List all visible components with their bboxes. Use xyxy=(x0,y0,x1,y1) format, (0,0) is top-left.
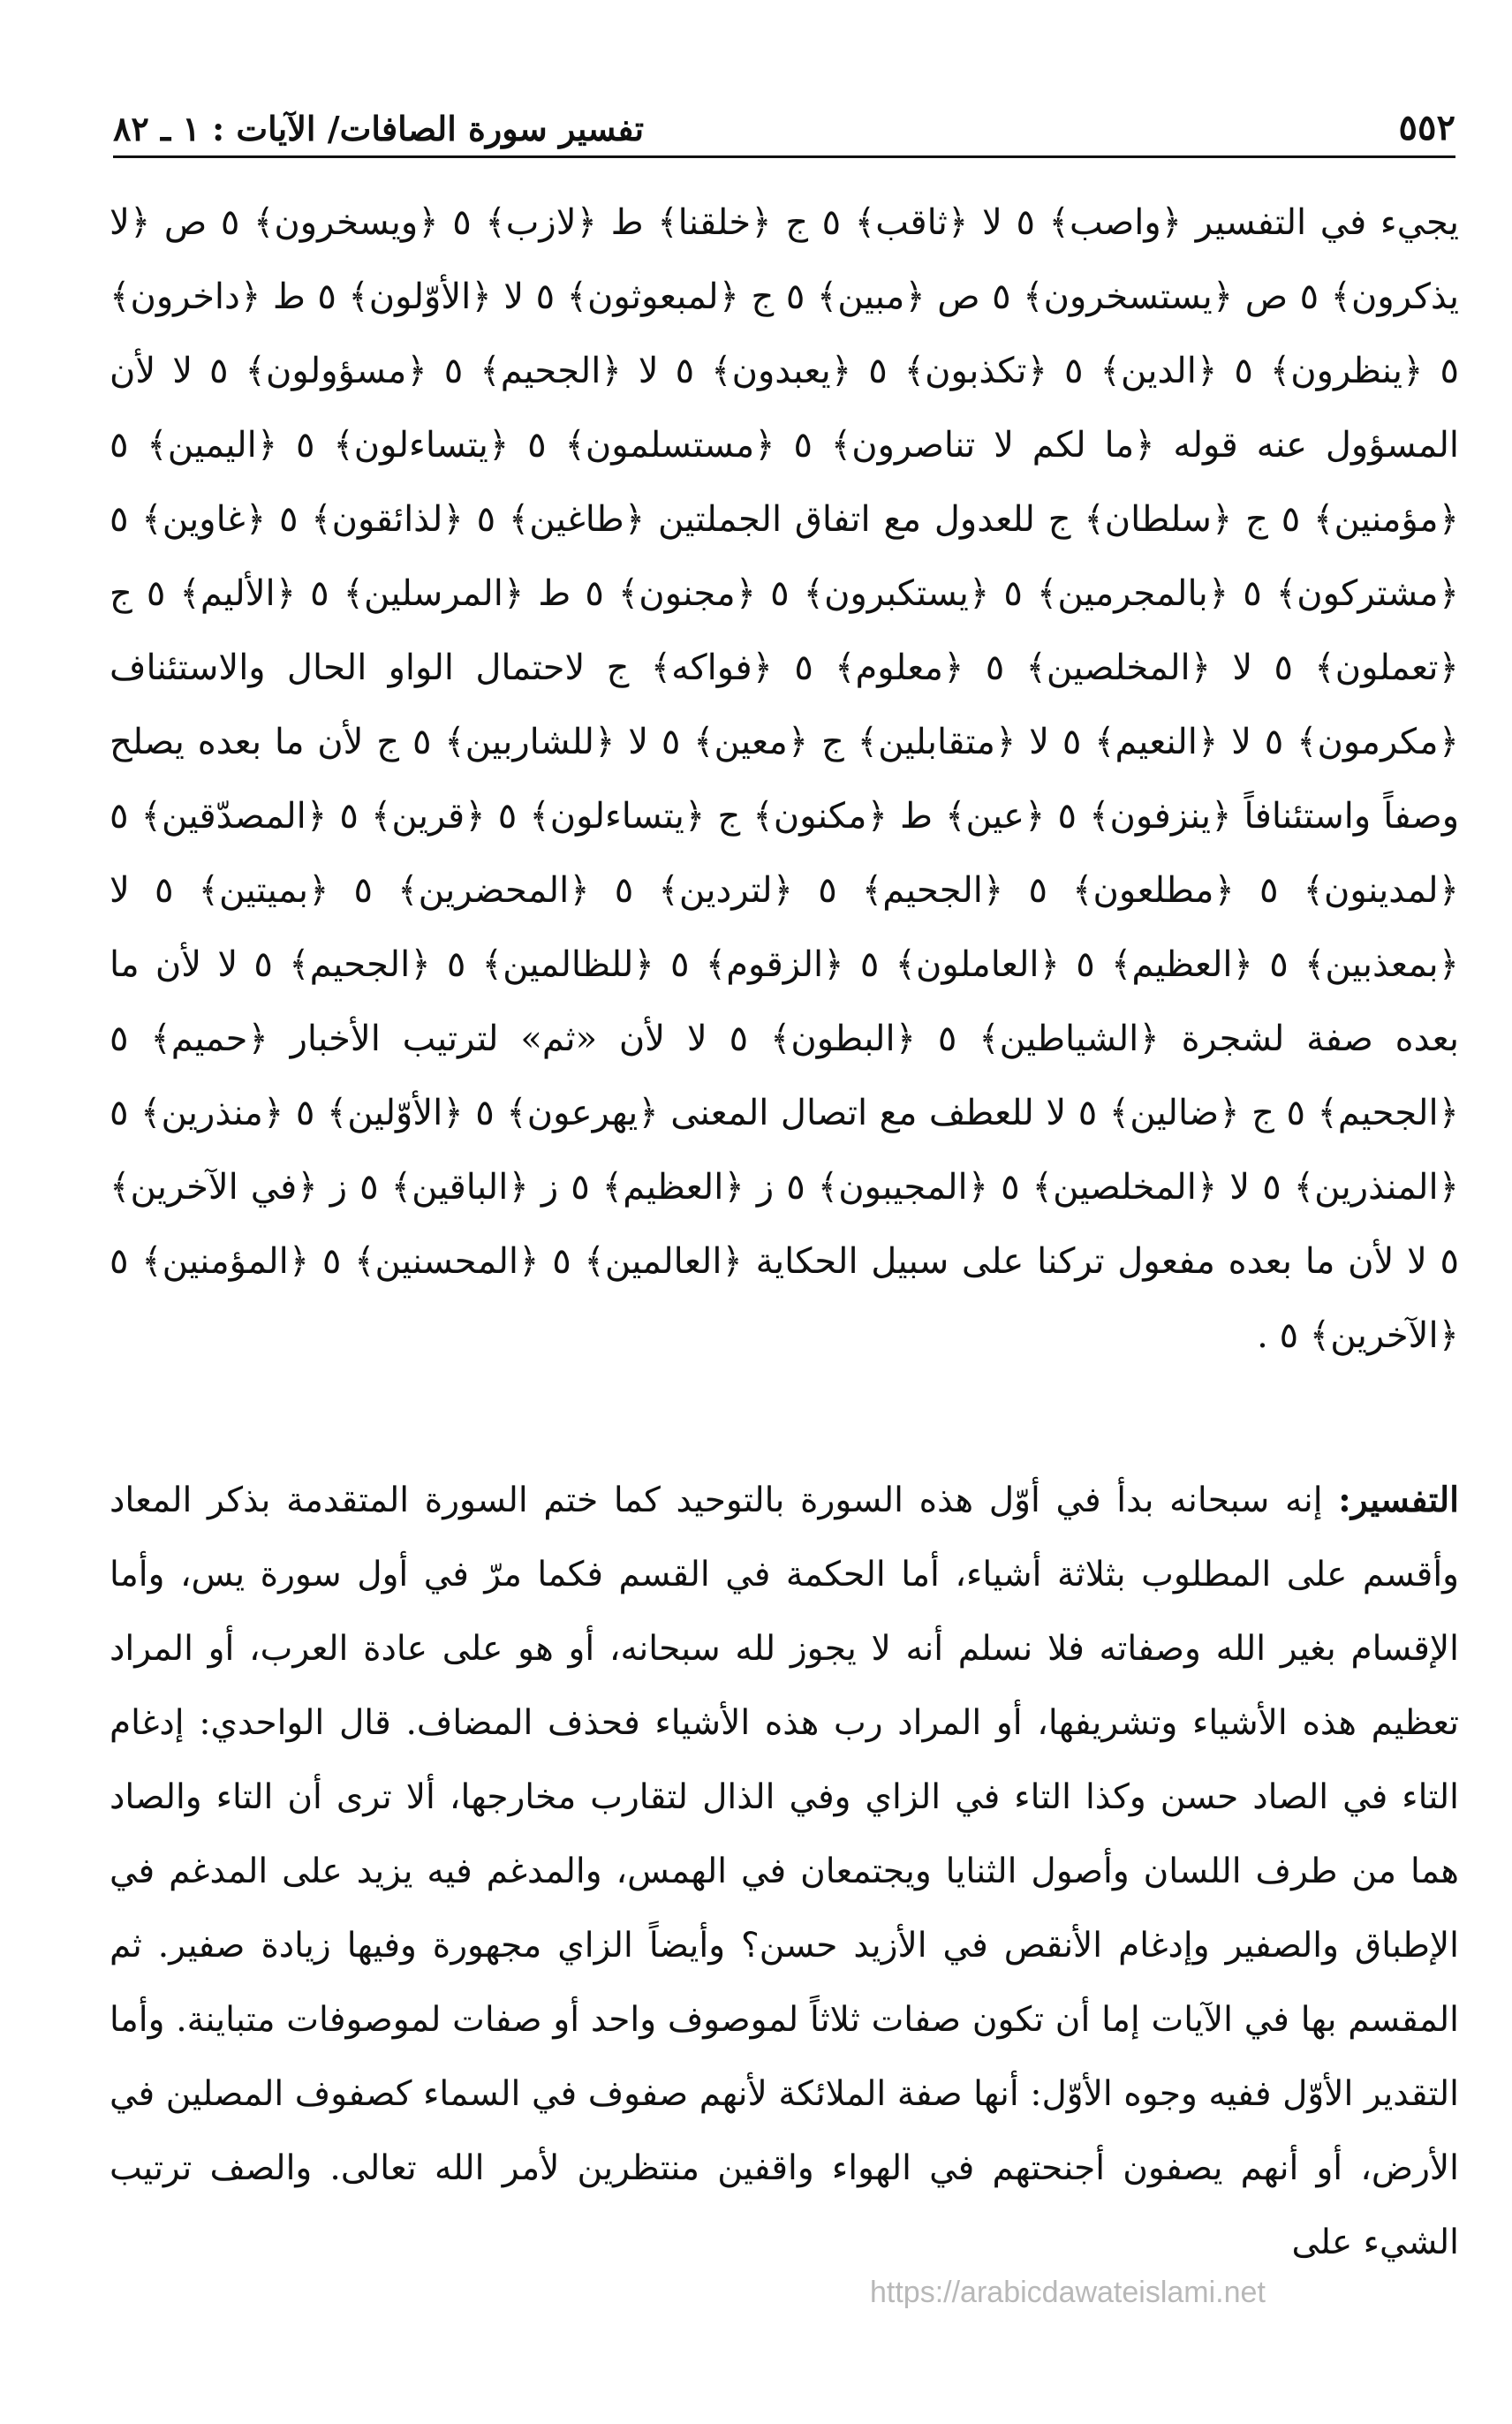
watermark-url: https://arabicdawateislami.net xyxy=(870,2276,1266,2309)
tafsir-text: إنه سبحانه بدأ في أوّل هذه السورة بالتوحيد كما ختم السورة المتقدمة بذكر المعاد وأقسم على المطلوب بثلاثة أشياء، أما الحكمة في القسم فكما مرّ في أول سورة يس، وأما الإقسام بغير الله وصفاته فلا نسلم أنه لا يجوز لله سبحانه، أو هو على عادة العرب، أو المراد تعظيم هذه الأشياء وتشريفها، أو المراد رب هذه الأشياء فحذف المضاف. قال الواحدي: إدغام التاء في الصاد حسن وكذا التاء في الزاي وفي الذال لتقارب مخارجها، ألا ترى أن التاء والصاد هما من طرف اللسان وأصول الثنايا ويجتمعان في الهمس، والمدغم فيه يزيد على المدغم في الإطباق والصفير وإدغام الأنقص في الأزيد حسن؟ وأيضاً الزاي مجهورة وفيها زيادة صفير. ثم المقسم بها في الآيات إما أن تكون صفات ثلاثاً لموصوف واحد أو صفات لموصوفات متباينة. وأما التقدير الأوّل ففيه وجوه الأوّل: أنها صفة الملائكة لأنهم صفوف في السماء كصفوف المصلين في الأرض، أو أنهم يصفون أجنحتهم في الهواء واقفين منتظرين لأمر الله تعالى. والصف ترتيب الشيء على xyxy=(110,1481,1459,2262)
tafsir-label: التفسير: xyxy=(1338,1480,1459,1520)
page-header xyxy=(113,92,1455,158)
recitation-text: يجيء في التفسير ﴿واصب﴾ ٥ لا ﴿ثاقب﴾ ٥ ج ﴿خلقنا﴾ ط ﴿لازب﴾ ٥ ﴿ويسخرون﴾ ٥ ص ﴿لا يذكرون﴾ ٥ ص ﴿يستسخرون﴾ ٥ ص ﴿مبين﴾ ٥ ج ﴿لمبعوثون﴾ ٥ لا ﴿الأوّلون﴾ ٥ ط ﴿داخرون﴾ ٥ ﴿ينظرون﴾ ٥ ﴿الدين﴾ ٥ ﴿تكذبون﴾ ٥ ﴿يعبدون﴾ ٥ لا ﴿الجحيم﴾ ٥ ﴿مسؤولون﴾ ٥ لا لأن المسؤول عنه قوله ﴿ما لكم لا تناصرون﴾ ٥ ﴿مستسلمون﴾ ٥ ﴿يتساءلون﴾ ٥ ﴿اليمين﴾ ٥ ﴿مؤمنين﴾ ٥ ج ﴿سلطان﴾ ج للعدول مع اتفاق الجملتين ﴿طاغين﴾ ٥ ﴿لذائقون﴾ ٥ ﴿غاوين﴾ ٥ ﴿مشتركون﴾ ٥ ﴿بالمجرمين﴾ ٥ ﴿يستكبرون﴾ ٥ ﴿مجنون﴾ ٥ ط ﴿المرسلين﴾ ٥ ﴿الأليم﴾ ٥ ج ﴿تعملون﴾ ٥ لا ﴿المخلصين﴾ ٥ ﴿معلوم﴾ ٥ ﴿فواكه﴾ ج لاحتمال الواو الحال والاستئناف ﴿مكرمون﴾ ٥ لا ﴿النعيم﴾ ٥ لا ﴿متقابلين﴾ ج ﴿معين﴾ ٥ لا ﴿للشاربين﴾ ٥ ج لأن ما بعده يصلح وصفاً واستئنافاً ﴿ينزفون﴾ ٥ ﴿عين﴾ ط ﴿مكنون﴾ ج ﴿يتساءلون﴾ ٥ ﴿قرين﴾ ٥ ﴿المصدّقين﴾ ٥ ﴿لمدينون﴾ ٥ ﴿مطلعون﴾ ٥ ﴿الجحيم﴾ ٥ ﴿لتردين﴾ ٥ ﴿المحضرين﴾ ٥ ﴿بميتين﴾ ٥ لا ﴿بمعذبين﴾ ٥ ﴿العظيم﴾ ٥ ﴿العاملون﴾ ٥ ﴿الزقوم﴾ ٥ ﴿للظالمين﴾ ٥ ﴿الجحيم﴾ ٥ لا لأن ما بعده صفة لشجرة ﴿الشياطين﴾ ٥ ﴿البطون﴾ ٥ لا لأن «ثم» لترتيب الأخبار ﴿حميم﴾ ٥ ﴿الجحيم﴾ ٥ ج ﴿ضالين﴾ ٥ لا للعطف مع اتصال المعنى ﴿يهرعون﴾ ٥ ﴿الأوّلين﴾ ٥ ﴿منذرين﴾ ٥ ﴿المنذرين﴾ ٥ لا ﴿المخلصين﴾ ٥ ﴿المجيبون﴾ ٥ ز ﴿العظيم﴾ ٥ ز ﴿الباقين﴾ ٥ ز ﴿في الآخرين﴾ ٥ لا لأن ما بعده مفعول تركنا على سبيل الحكاية ﴿العالمين﴾ ٥ ﴿المحسنين﴾ ٥ ﴿المؤمنين﴾ ٥ ﴿الآخرين﴾ ٥ . xyxy=(110,202,1460,1356)
tafsir-paragraph xyxy=(110,1463,1459,2280)
running-title: تفسير سورة الصافات/ الآيات : ١ ـ ٨٢ xyxy=(113,109,645,148)
recitation-marks-paragraph xyxy=(110,186,1459,1373)
page-number: ٥٥٢ xyxy=(1398,107,1455,148)
